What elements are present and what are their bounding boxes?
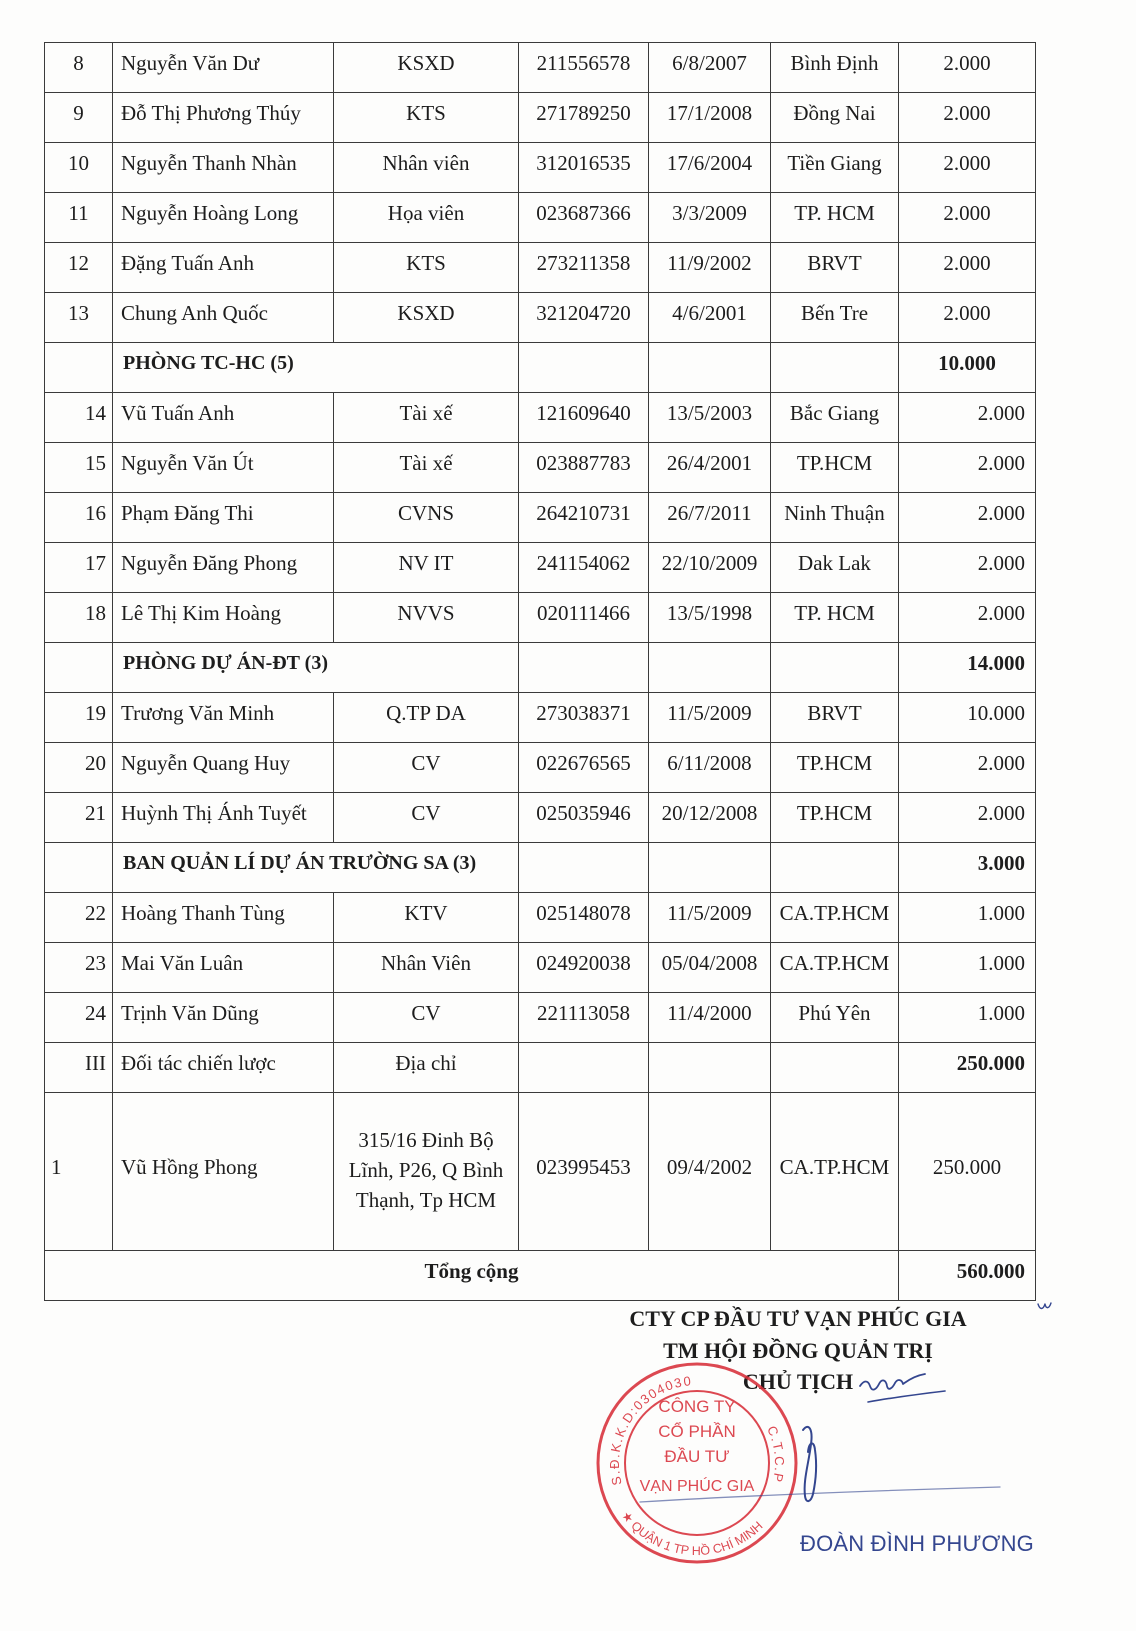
- section-amount: 10.000: [899, 343, 1036, 393]
- issue-date: 11/4/2000: [649, 993, 771, 1043]
- id-number: 023687366: [519, 193, 649, 243]
- issue-date: 26/4/2001: [649, 443, 771, 493]
- person-name: Nguyễn Quang Huy: [113, 743, 334, 793]
- table-row: [45, 243, 1036, 293]
- empty-cell: [771, 343, 899, 393]
- margin-mark: [1038, 1303, 1051, 1309]
- table-row: [45, 793, 1036, 843]
- person-name: Vũ Tuấn Anh: [113, 393, 334, 443]
- issue-place: TP.HCM: [771, 793, 899, 843]
- row-number: 8: [45, 43, 113, 93]
- row-number: 19: [45, 693, 113, 743]
- share-amount: 2.000: [899, 593, 1036, 643]
- share-amount: 2.000: [899, 543, 1036, 593]
- empty-cell: [771, 1043, 899, 1093]
- id-number: 025035946: [519, 793, 649, 843]
- issue-date: 17/1/2008: [649, 93, 771, 143]
- position: NV IT: [334, 543, 519, 593]
- section-amount: 3.000: [899, 843, 1036, 893]
- section-title: Đối tác chiến lược: [113, 1043, 334, 1093]
- issue-place: BRVT: [771, 243, 899, 293]
- share-amount: 2.000: [899, 43, 1036, 93]
- stamp-line: ĐẦU TƯ: [664, 1447, 730, 1466]
- section-amount: 14.000: [899, 643, 1036, 693]
- table-row: [45, 493, 1036, 543]
- table-row: [45, 293, 1036, 343]
- id-number: 211556578: [519, 43, 649, 93]
- position: CVNS: [334, 493, 519, 543]
- position: Nhân viên: [334, 143, 519, 193]
- position: KSXD: [334, 293, 519, 343]
- person-name: Huỳnh Thị Ánh Tuyết: [113, 793, 334, 843]
- empty-cell: [649, 1043, 771, 1093]
- stamp-ring-text-bottom: ★ QUẬN 1 TP HỒ CHÍ MINH: [618, 1508, 766, 1559]
- empty-cell: [649, 643, 771, 693]
- row-number: 15: [45, 443, 113, 493]
- issue-place: Tiền Giang: [771, 143, 899, 193]
- issue-date: 4/6/2001: [649, 293, 771, 343]
- row-number: 16: [45, 493, 113, 543]
- share-amount: 2.000: [899, 493, 1036, 543]
- row-number: 12: [45, 243, 113, 293]
- section-amount: 250.000: [899, 1043, 1036, 1093]
- issue-place: TP. HCM: [771, 193, 899, 243]
- issue-place: Phú Yên: [771, 993, 899, 1043]
- person-name: Nguyễn Thanh Nhàn: [113, 143, 334, 193]
- person-name: Nguyễn Văn Dư: [113, 43, 334, 93]
- share-amount: 250.000: [899, 1093, 1036, 1251]
- issue-place: TP.HCM: [771, 443, 899, 493]
- address-line: 315/16 Đinh Bộ: [358, 1127, 494, 1152]
- issue-date: 22/10/2009: [649, 543, 771, 593]
- person-name: Đỗ Thị Phương Thúy: [113, 93, 334, 143]
- id-number: 022676565: [519, 743, 649, 793]
- share-amount: 10.000: [899, 693, 1036, 743]
- person-name: Nguyễn Hoàng Long: [113, 193, 334, 243]
- share-amount: 2.000: [899, 393, 1036, 443]
- share-amount: 2.000: [899, 193, 1036, 243]
- person-name: Đặng Tuấn Anh: [113, 243, 334, 293]
- empty-cell: [519, 1043, 649, 1093]
- stamp-line: CÔNG TY: [658, 1397, 736, 1416]
- board-on-behalf: TM HỘI ĐỒNG QUẢN TRỊ: [663, 1338, 933, 1363]
- section-row: [45, 643, 1036, 693]
- person-name: Trương Văn Minh: [113, 693, 334, 743]
- section-number: III: [45, 1043, 113, 1093]
- issue-date: 6/8/2007: [649, 43, 771, 93]
- id-number: 271789250: [519, 93, 649, 143]
- id-number: 023887783: [519, 443, 649, 493]
- share-amount: 2.000: [899, 293, 1036, 343]
- row-number: 11: [45, 193, 113, 243]
- empty-cell: [519, 343, 649, 393]
- id-number: 221113058: [519, 993, 649, 1043]
- position: NVVS: [334, 593, 519, 643]
- empty-cell: [45, 643, 113, 693]
- section-title: PHÒNG TC-HC (5): [113, 343, 519, 393]
- issue-place: Bến Tre: [771, 293, 899, 343]
- person-name: Trịnh Văn Dũng: [113, 993, 334, 1043]
- row-number: 17: [45, 543, 113, 593]
- issue-date: 11/9/2002: [649, 243, 771, 293]
- stamp-ring-text-right: C.T.C.P: [764, 1423, 788, 1485]
- issue-date: 13/5/2003: [649, 393, 771, 443]
- issue-place: Dak Lak: [771, 543, 899, 593]
- issue-place: CA.TP.HCM: [771, 1093, 899, 1251]
- position: KTV: [334, 893, 519, 943]
- id-number: 321204720: [519, 293, 649, 343]
- shareholder-table: [44, 42, 1036, 1301]
- position: CV: [334, 743, 519, 793]
- total-amount: 560.000: [899, 1251, 1036, 1301]
- id-number: 025148078: [519, 893, 649, 943]
- section-title: PHÒNG DỰ ÁN-ĐT (3): [113, 643, 519, 693]
- empty-cell: [649, 843, 771, 893]
- position: KSXD: [334, 43, 519, 93]
- position: CV: [334, 793, 519, 843]
- address-header: Địa chỉ: [334, 1043, 519, 1093]
- issue-place: CA.TP.HCM: [771, 943, 899, 993]
- stamp-line: CỔ PHẦN: [658, 1422, 736, 1441]
- table-row: [45, 393, 1036, 443]
- section-row: [45, 343, 1036, 393]
- row-number: 21: [45, 793, 113, 843]
- person-name: Mai Văn Luân: [113, 943, 334, 993]
- empty-cell: [519, 643, 649, 693]
- table-row: [45, 543, 1036, 593]
- table-row: [45, 143, 1036, 193]
- table-row: [45, 893, 1036, 943]
- address-line: Lĩnh, P26, Q Bình: [348, 1157, 504, 1182]
- empty-cell: [649, 343, 771, 393]
- row-number: 10: [45, 143, 113, 193]
- position: Nhân Viên: [334, 943, 519, 993]
- row-number: 24: [45, 993, 113, 1043]
- share-amount: 2.000: [899, 143, 1036, 193]
- row-number: 9: [45, 93, 113, 143]
- person-name: Phạm Đăng Thi: [113, 493, 334, 543]
- row-number: 22: [45, 893, 113, 943]
- person-name: Nguyễn Văn Út: [113, 443, 334, 493]
- position: Q.TP DA: [334, 693, 519, 743]
- issue-place: TP.HCM: [771, 743, 899, 793]
- empty-cell: [519, 843, 649, 893]
- total-label: Tổng cộng: [45, 1251, 899, 1301]
- table-row: [45, 693, 1036, 743]
- chairman-title: CHỦ TỊCH: [742, 1369, 854, 1394]
- stamp-line: VẠN PHÚC GIA: [639, 1478, 755, 1495]
- id-number: 312016535: [519, 143, 649, 193]
- address-line: Thạnh, Tp HCM: [355, 1187, 497, 1212]
- company-name: CTY CP ĐẦU TƯ VẠN PHÚC GIA: [629, 1306, 967, 1331]
- table-row: [45, 943, 1036, 993]
- empty-cell: [45, 843, 113, 893]
- issue-place: CA.TP.HCM: [771, 893, 899, 943]
- issue-date: 26/7/2011: [649, 493, 771, 543]
- share-amount: 2.000: [899, 443, 1036, 493]
- issue-place: Bình Định: [771, 43, 899, 93]
- issue-date: 20/12/2008: [649, 793, 771, 843]
- signer-name: ĐOÀN ĐÌNH PHƯƠNG: [800, 1531, 1034, 1556]
- total-row: [45, 1251, 1036, 1301]
- position: Tài xế: [334, 443, 519, 493]
- person-name: Chung Anh Quốc: [113, 293, 334, 343]
- section-title: BAN QUẢN LÍ DỰ ÁN TRƯỜNG SA (3): [113, 843, 519, 893]
- id-number: 020111466: [519, 593, 649, 643]
- table-row: [45, 593, 1036, 643]
- issue-place: TP. HCM: [771, 593, 899, 643]
- section-row: [45, 843, 1036, 893]
- person-name: Lê Thị Kim Hoàng: [113, 593, 334, 643]
- table-row: [45, 93, 1036, 143]
- section-row: [45, 1043, 1036, 1093]
- issue-date: 11/5/2009: [649, 693, 771, 743]
- table-row: [45, 443, 1036, 493]
- issue-date: 3/3/2009: [649, 193, 771, 243]
- address: [334, 1093, 519, 1251]
- id-number: 264210731: [519, 493, 649, 543]
- id-number: 241154062: [519, 543, 649, 593]
- issue-date: 17/6/2004: [649, 143, 771, 193]
- row-number: 18: [45, 593, 113, 643]
- share-amount: 1.000: [899, 893, 1036, 943]
- table-row: [45, 743, 1036, 793]
- row-number: 1: [45, 1093, 113, 1251]
- table-row: [45, 43, 1036, 93]
- share-amount: 1.000: [899, 943, 1036, 993]
- empty-cell: [771, 843, 899, 893]
- id-number: 273038371: [519, 693, 649, 743]
- issue-place: Ninh Thuận: [771, 493, 899, 543]
- share-amount: 2.000: [899, 743, 1036, 793]
- share-amount: 2.000: [899, 793, 1036, 843]
- empty-cell: [771, 643, 899, 693]
- company-stamp: [587, 1353, 807, 1573]
- issue-place: Bắc Giang: [771, 393, 899, 443]
- table-row: [45, 193, 1036, 243]
- id-number: 023995453: [519, 1093, 649, 1251]
- table-row: [45, 1093, 1036, 1251]
- position: KTS: [334, 243, 519, 293]
- position: Họa viên: [334, 193, 519, 243]
- issue-place: Đồng Nai: [771, 93, 899, 143]
- id-number: 024920038: [519, 943, 649, 993]
- issue-place: BRVT: [771, 693, 899, 743]
- person-name: Vũ Hồng Phong: [113, 1093, 334, 1251]
- id-number: 121609640: [519, 393, 649, 443]
- issue-date: 13/5/1998: [649, 593, 771, 643]
- share-amount: 2.000: [899, 93, 1036, 143]
- issue-date: 6/11/2008: [649, 743, 771, 793]
- stamp-ring-text-top: S.Đ.K.K.D:0304030: [606, 1373, 694, 1487]
- issue-date: 11/5/2009: [649, 893, 771, 943]
- row-number: 20: [45, 743, 113, 793]
- id-number: 273211358: [519, 243, 649, 293]
- person-name: Nguyễn Đăng Phong: [113, 543, 334, 593]
- position: KTS: [334, 93, 519, 143]
- person-name: Hoàng Thanh Tùng: [113, 893, 334, 943]
- issue-date: 05/04/2008: [649, 943, 771, 993]
- issue-date: 09/4/2002: [649, 1093, 771, 1251]
- empty-cell: [45, 343, 113, 393]
- position: Tài xế: [334, 393, 519, 443]
- table-row: [45, 993, 1036, 1043]
- row-number: 13: [45, 293, 113, 343]
- share-amount: 2.000: [899, 243, 1036, 293]
- position: CV: [334, 993, 519, 1043]
- row-number: 14: [45, 393, 113, 443]
- row-number: 23: [45, 943, 113, 993]
- share-amount: 1.000: [899, 993, 1036, 1043]
